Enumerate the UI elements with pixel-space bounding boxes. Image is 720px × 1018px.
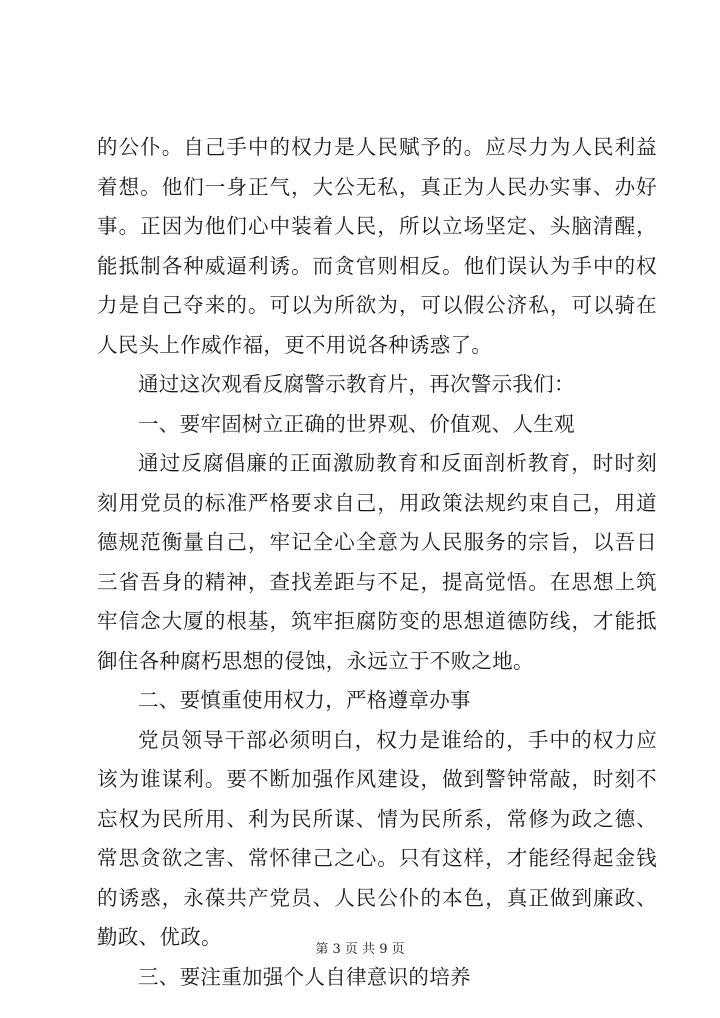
document-body — [97, 128, 657, 997]
section-heading-3: 三、要注重加强个人自律意识的培养 — [138, 964, 471, 989]
section-heading-1: 一、要牢固树立正确的世界观、价值观、人生观 — [138, 411, 575, 436]
paragraph-section-1: 通过反腐倡廉的正面激励教育和反面剖析教育，时时刻刻用党员的标准严格要求自己，用政策法规约束自己，用道德规范衡量自己，牢记全心全意为人民服务的宗旨，以吾日三省吾身的精神，查找差距与不足，提高觉悟。在思想上筑牢信念大厦的根基，筑牢拒腐防变的思想道德防线，才能抵御住各种腐朽思想的侵蚀，永远立于不败之地。 — [97, 451, 657, 673]
paragraph-intro: 通过这次观看反腐警示教育片，再次警示我们： — [138, 372, 575, 396]
section-heading-2: 二、要慎重使用权力，严格遵章办事 — [138, 688, 471, 712]
paragraph-continuation: 的公仆。自己手中的权力是人民赋予的。应尽力为人民利益着想。他们一身正气，大公无私，真正为人民办实事、办好事。正因为他们心中装着人民，所以立场坚定、头脑清醒，能抵制各种威逼利诱。而贪官则相反。他们误认为手中的权力是自己夺来的。可以为所欲为，可以假公济私，可以骑在人民头上作威作福，更不用说各种诱惑了。 — [97, 135, 657, 357]
paragraph-section-2: 党员领导干部必须明白，权力是谁给的，手中的权力应该为谁谋利。要不断加强作风建设，做到警钟常敲，时刻不忘权为民所用、利为民所谋、情为民所系，常修为政之德、常思贪欲之害、常怀律己之心。只有这样，才能经得起金钱的诱惑，永葆共产党员、人民公仆的本色，真正做到廉政、勤政、优政。 — [97, 727, 657, 949]
page-number-footer: 第 3 页 共 9 页 — [315, 942, 405, 957]
